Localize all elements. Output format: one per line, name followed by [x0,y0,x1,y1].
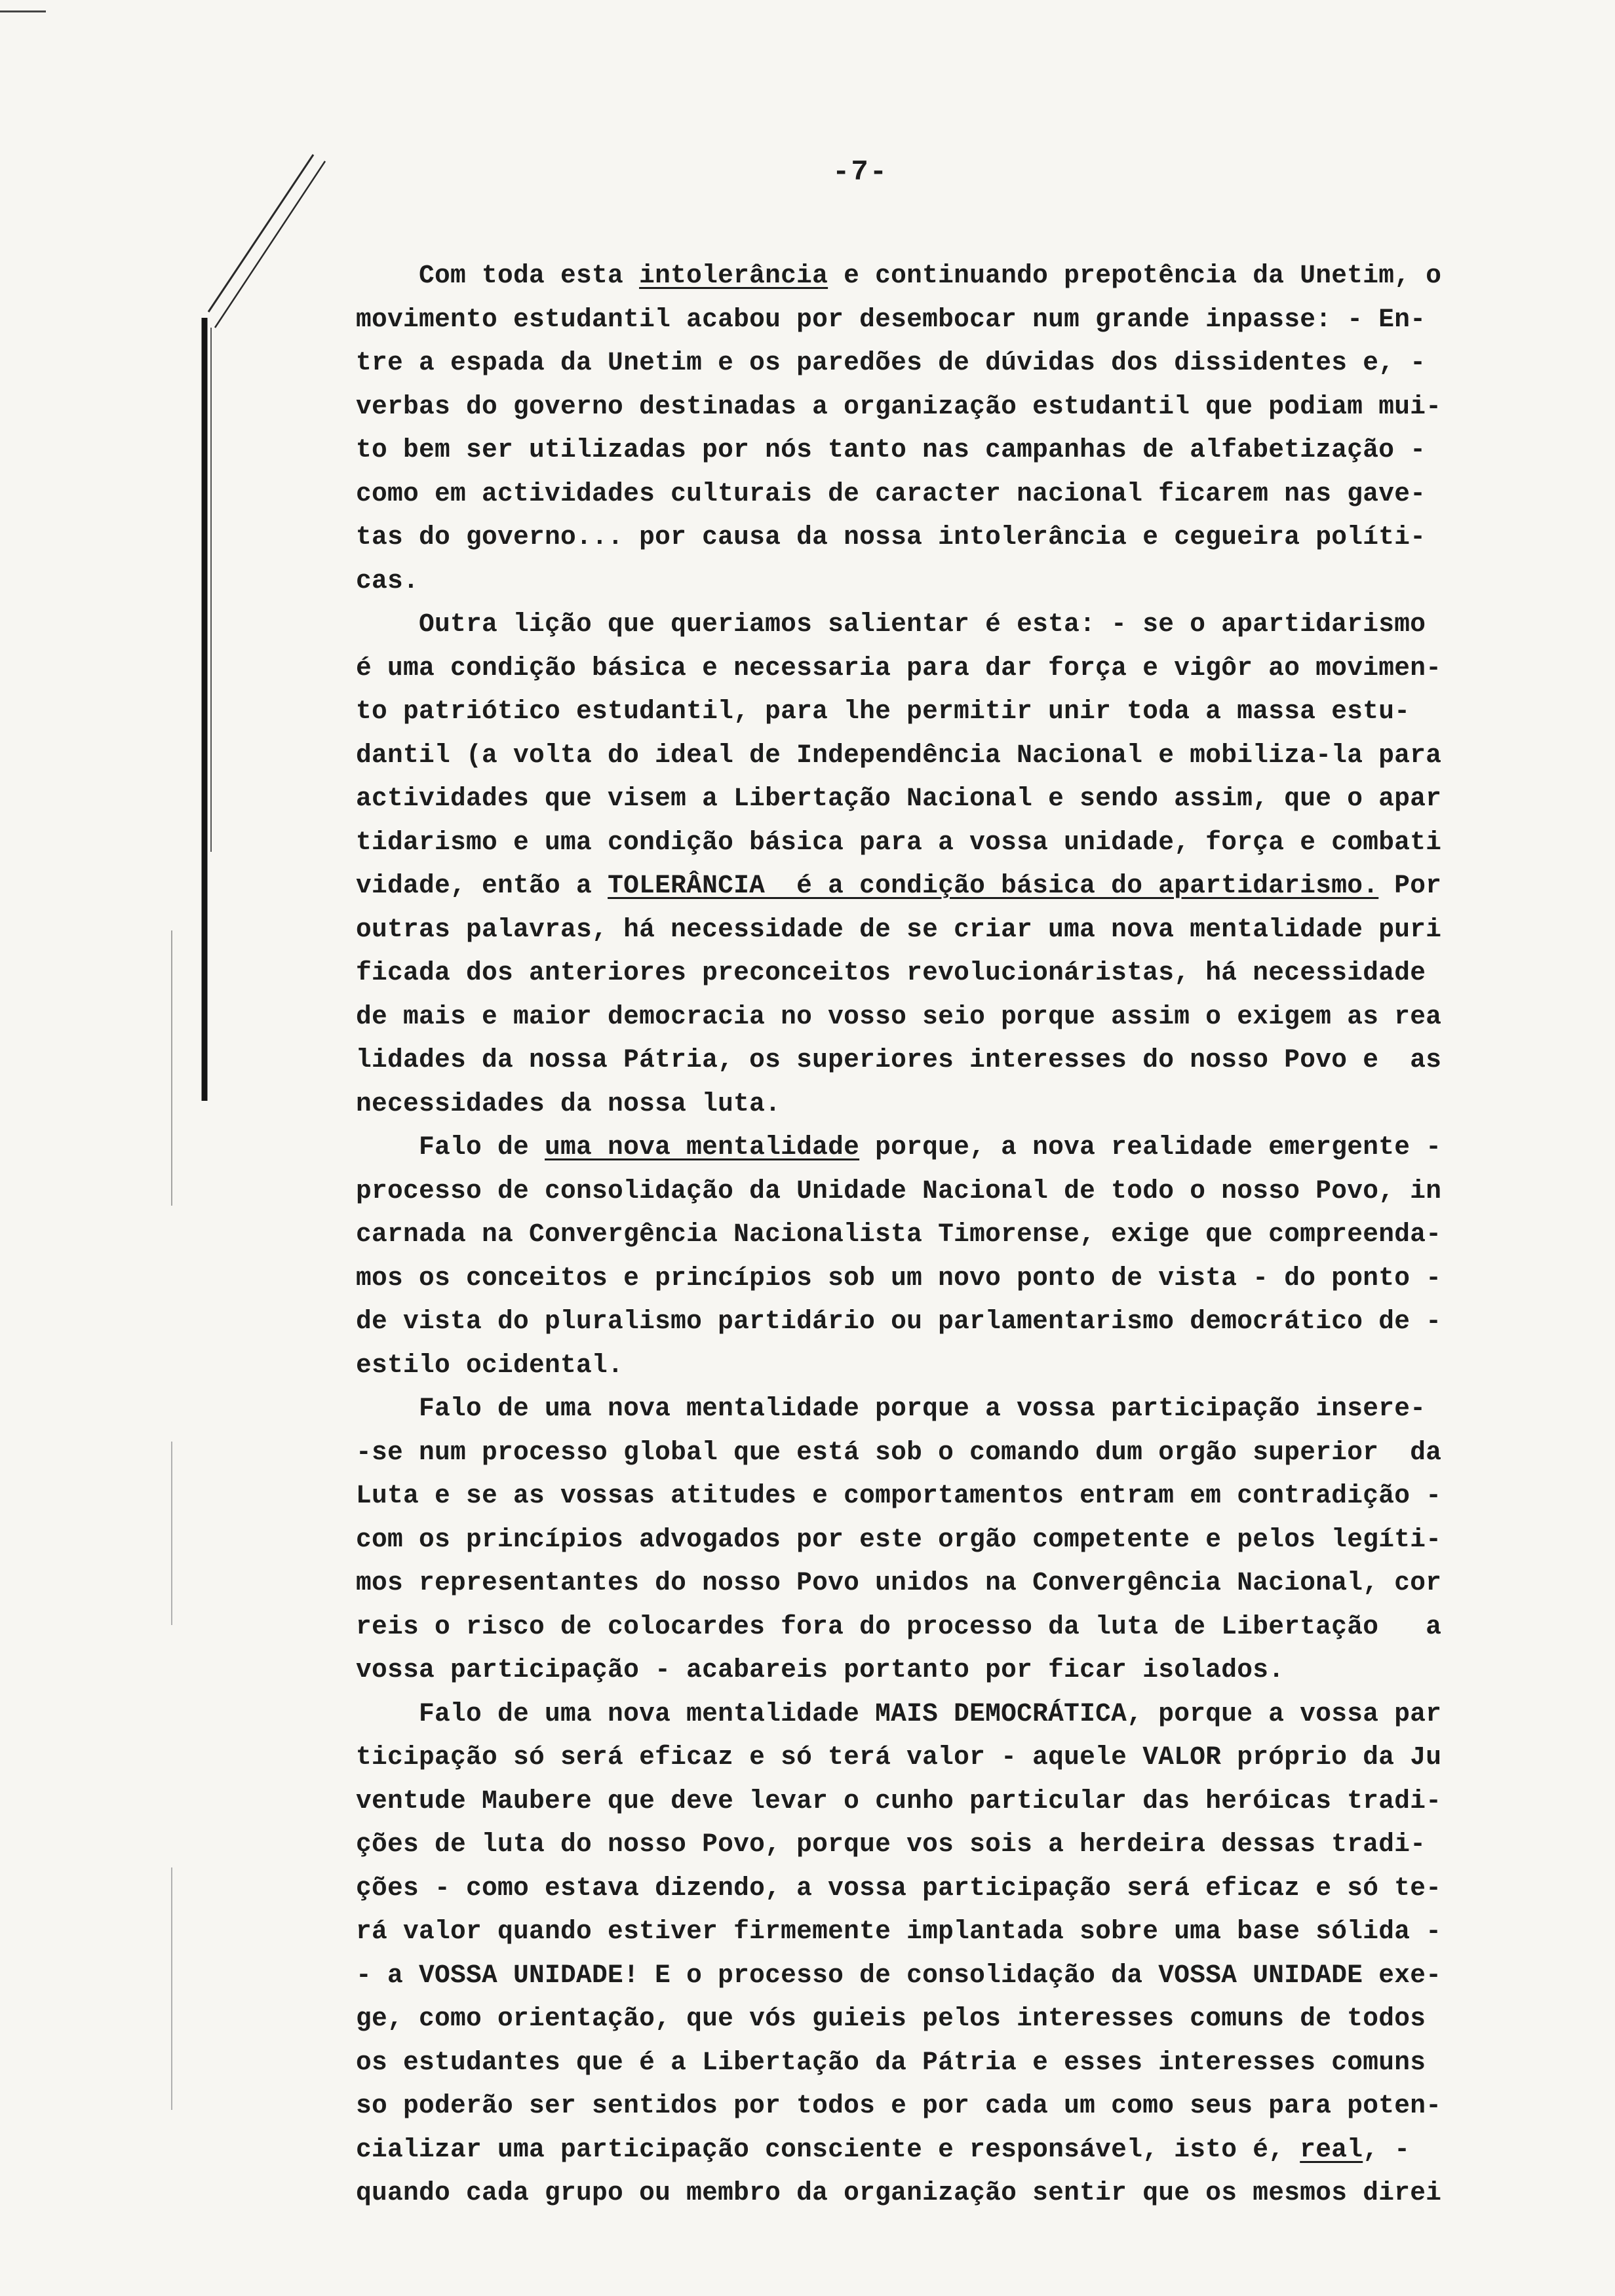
text-line [356,821,1516,865]
text-line [356,603,1516,647]
text-line [356,1997,1516,2041]
text-segment: é uma condição básica e necessaria para dar força e vigôr ao movimen- [356,653,1442,683]
text-segment: actividades que visem a Libertação Nacional e sendo assim, que o apar [356,784,1442,813]
text-segment: com os princípios advogados por este orgão competente e pelos legíti- [356,1524,1442,1554]
text-segment: movimento estudantil acabou por desembocar num grande inpasse: - En- [356,304,1426,334]
text-segment: , - [1363,2134,1411,2164]
text-segment: reis o risco de colocardes fora do processo da luta de Libertação a [356,1611,1442,1641]
text-line [356,777,1516,821]
margin-stroke [215,161,325,328]
text-line [356,1823,1516,1867]
text-line [356,1780,1516,1824]
text-segment: vossa participação - acabareis portanto por ficar isolados. [356,1655,1285,1685]
text-segment: de mais e maior democracia no vosso seio porque assim o exigem as rea [356,1001,1442,1031]
text-segment: cas. [356,565,419,596]
text-line [356,1910,1516,1954]
text-line [356,1344,1516,1388]
text-segment: tas do governo... por causa da nossa intolerância e cegueira políti- [356,522,1426,552]
text-segment: Com toda esta [356,261,640,290]
text-segment: ficada dos anteriores preconceitos revolucionáristas, há necessidade [356,958,1426,987]
text-segment: ções de luta do nosso Povo, porque vos sois a herdeira dessas tradi- [356,1829,1426,1859]
text-line [356,1170,1516,1214]
text-line [356,429,1516,472]
text-segment: Luta e se as vossas atitudes e comportamentos entram em contradição - [356,1481,1442,1510]
text-segment: e continuando prepotência da Unetim, o [828,261,1442,290]
text-line [356,1561,1516,1605]
text-segment: Outra lição que queriamos salientar é esta: - se o apartidarismo [356,609,1426,639]
text-segment: ções - como estava dizendo, a vossa participação será eficaz e só te- [356,1873,1442,1903]
text-segment: - a VOSSA UNIDADE! E o processo de consolidação da VOSSA UNIDADE exe- [356,1960,1442,1990]
text-line [356,864,1516,908]
text-line [356,516,1516,560]
text-segment: rá valor quando estiver firmemente implantada sobre uma base sólida - [356,1917,1442,1946]
text-segment: mos os conceitos e princípios sob um novo ponto de vista - do ponto - [356,1263,1442,1293]
scan-mark [0,10,46,12]
text-line [356,1387,1516,1431]
text-line [356,1257,1516,1301]
underlined-text: TOLERÂNCIA é a condição básica do apartidarismo. [608,871,1379,900]
underlined-text: intolerância [639,261,828,290]
document-body [356,254,1516,2215]
text-line [356,2041,1516,2085]
text-segment: ventude Maubere que deve levar o cunho particular das heróicas tradi- [356,1786,1442,1816]
text-segment: verbas do governo destinadas a organização estudantil que podiam mui- [356,391,1442,421]
text-segment: Falo de uma nova mentalidade porque a vossa participação insere- [356,1394,1426,1423]
text-segment: ticipação só será eficaz e só terá valor - aquele VALOR próprio da Ju [356,1742,1442,1772]
text-line [356,1213,1516,1257]
text-segment: Por [1378,871,1442,900]
text-line [356,1736,1516,1780]
text-line [356,1474,1516,1518]
text-line [356,908,1516,952]
text-segment: como em actividades culturais de caracter nacional ficarem nas gave- [356,478,1426,508]
page-number: -7- [832,156,889,189]
underlined-text: uma nova mentalidade [545,1132,860,1162]
text-line [356,1126,1516,1170]
text-segment: processo de consolidação da Unidade Nacional de todo o nosso Povo, in [356,1176,1442,1206]
text-segment: mos representantes do nosso Povo unidos na Convergência Nacional, cor [356,1568,1442,1598]
text-line [356,734,1516,778]
text-segment: vidade, então a [356,871,608,900]
text-segment: porque, a nova realidade emergente - [859,1132,1442,1162]
text-segment: outras palavras, há necessidade de se criar uma nova mentalidade puri [356,914,1442,944]
text-segment: ge, como orientação, que vós guieis pelos interesses comuns de todos [356,2004,1426,2033]
text-line [356,560,1516,603]
text-line [356,2128,1516,2172]
text-line [356,1082,1516,1126]
text-segment: -se num processo global que está sob o comando dum orgão superior da [356,1437,1442,1467]
text-segment: lidades da nossa Pátria, os superiores interesses do nosso Povo e as [356,1045,1442,1075]
text-segment: quando cada grupo ou membro da organização sentir que os mesmos direi [356,2178,1442,2208]
text-line [356,1039,1516,1082]
text-segment: dantil (a volta do ideal de Independência Nacional e mobiliza-la para [356,740,1442,770]
text-segment: cializar uma participação consciente e responsável, isto é, [356,2134,1300,2164]
text-line [356,385,1516,429]
text-line [356,1867,1516,1911]
text-line [356,1605,1516,1649]
text-line [356,254,1516,298]
text-line [356,472,1516,516]
text-line [356,341,1516,385]
text-segment: os estudantes que é a Libertação da Pátria e esses interesses comuns [356,2047,1426,2077]
text-segment: Falo de uma nova mentalidade MAIS DEMOCRÁTICA, porque a vossa par [356,1698,1442,1729]
text-line [356,1954,1516,1998]
text-line [356,1300,1516,1344]
text-segment: estilo ocidental. [356,1350,624,1380]
text-line [356,1649,1516,1693]
text-line [356,2084,1516,2128]
text-segment: tre a espada da Unetim e os paredões de dúvidas dos dissidentes e, - [356,348,1426,377]
text-line [356,2172,1516,2215]
text-segment: necessidades da nossa luta. [356,1088,781,1119]
text-segment: to bem ser utilizadas por nós tanto nas campanhas de alfabetização - [356,435,1426,465]
text-segment: so poderão ser sentidos por todos e por cada um como seus para poten- [356,2091,1442,2120]
text-line [356,1431,1516,1475]
text-segment: de vista do pluralismo partidário ou parlamentarismo democrático de - [356,1307,1442,1336]
text-line [356,995,1516,1039]
text-line [356,1693,1516,1736]
text-segment: Falo de [356,1132,545,1162]
text-line [356,298,1516,342]
text-line [356,951,1516,995]
text-segment: carnada na Convergência Nacionalista Timorense, exige que compreenda- [356,1219,1442,1249]
underlined-text: real [1300,2134,1363,2164]
margin-stroke [208,155,313,312]
text-line [356,690,1516,734]
text-line [356,647,1516,691]
text-segment: to patriótico estudantil, para lhe permitir unir toda a massa estu- [356,697,1411,726]
text-line [356,1518,1516,1562]
text-segment: tidarismo e uma condição básica para a vossa unidade, força e combati [356,827,1442,857]
